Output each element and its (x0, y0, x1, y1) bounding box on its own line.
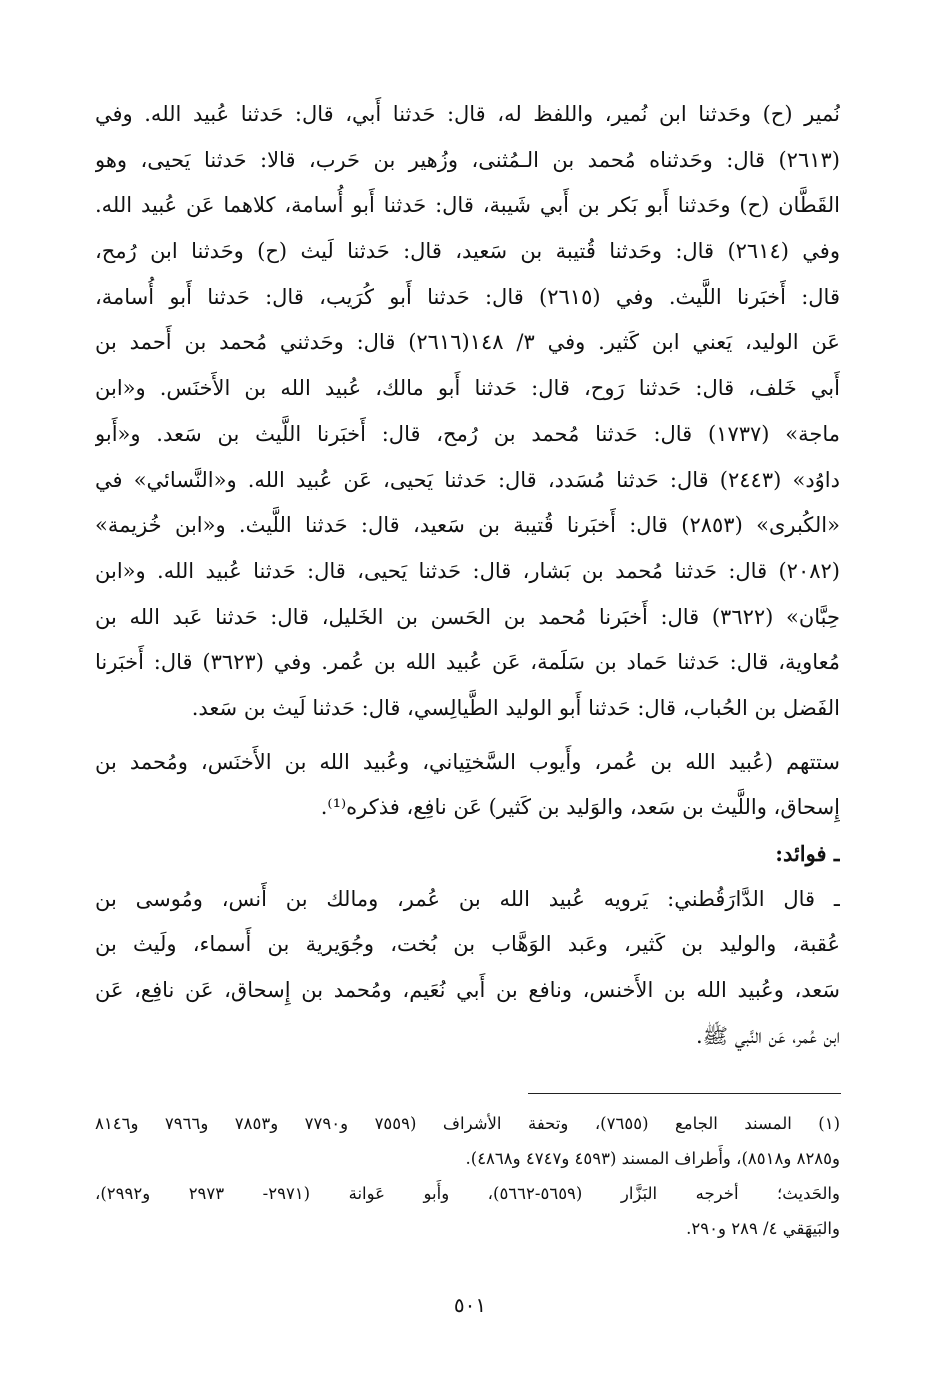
body-line: نُمير (ح) وحَدثنا ابن نُمير، واللفظ له، قال: حَدثنا أَبي، قال: حَدثنا عُبيد الله. وفي (95, 102, 840, 126)
footnote-line: والبَيهَقي ٤/ ٢٨٩ و٢٩٠. (686, 1219, 840, 1238)
footnote-separator (528, 1093, 841, 1094)
footnote-line: و٨٢٨٥ و٨٥١٨)، وأَطراف المسند (٤٥٩٣ و٤٧٤٧ و٤٨٦٨). (465, 1149, 840, 1168)
body-line: أَبي خَلف، قال: حَدثنا رَوح، قال: حَدثنا أَبو مالك، عُبيد الله بن الأَخنَس. و«ابن (95, 376, 840, 401)
body-line: «الكُبرى» (٢٨٥٣) قال: أَخبَرنا قُتيبة بن سَعيد، قال: حَدثنا اللَّيث. و«ابن خُزيمة» (95, 513, 840, 538)
main-text-block (95, 92, 840, 1059)
fawaid-line: عُقبة، والوليد بن كَثير، وعَبد الوَهَّاب بن بُخت، وجُوَيرية بن أَسماء، ولَيث بن (95, 932, 840, 957)
fawaid-heading: ـ فوائد: (775, 841, 840, 866)
sittatuhum-line: ستتهم (عُبيد الله بن عُمر، وأَيوب السَّختِياني، وعُبيد الله بن الأَخنَس، ومُحمد بن (95, 749, 840, 774)
fawaid-line: ـ قال الدَّارَقُطني: يَرويه عُبيد الله بن عُمر، ومالك بن أَنس، ومُوسى بن (95, 886, 840, 911)
body-line: (٢٠٨٢) قال: حَدثنا مُحمد بن بَشار، قال: حَدثنا يَحيى، قال: حَدثنا عُبيد الله. و«ابن (95, 558, 840, 583)
page-number: ٥٠١ (453, 1293, 487, 1317)
footnotes-block (95, 1106, 840, 1246)
body-line: (٢٦١٣) قال: وحَدثناه مُحمد بن الـمُثنى، وزُهير بن حَرب، قالا: حَدثنا يَحيى، وهو (95, 147, 840, 172)
body-line: مُعاوية، قال: حَدثنا حَماد بن سَلَمة، عَن عُبيد الله بن عُمر. وفي (٣٦٢٣) قال: أَخبَرنا (95, 650, 840, 675)
fawaid-line: ابن عُمر، عَن النَّبي ﷺ. (696, 1023, 840, 1048)
body-line: عَن الوليد، يَعني ابن كَثير. وفي ٣/ ١٤٨(٢٦١٦) قال: وحَدثني مُحمد بن أَحمد بن (95, 330, 840, 355)
sittatuhum-line: إِسحاق، واللَّيث بن سَعد، والوَليد بن كَثير) عَن نافِع، فذكره⁽¹⁾. (320, 795, 840, 820)
body-line: قال: أَخبَرنا اللَّيث. وفي (٢٦١٥) قال: حَدثنا أَبو كُرَيب، قال: حَدثنا أَبو أُسامة، (95, 284, 840, 309)
footnote-line: والحَديث؛ أخرجه البَزَّار (٥٦٥٩-٥٦٦٢)، وأَبو عَوانة (٢٩٧١- ٢٩٧٣ و٢٩٩٢)، (95, 1184, 840, 1203)
body-line: الفَضل بن الحُباب، قال: حَدثنا أَبو الوليد الطَّيالِسي، قال: حَدثنا لَيث بن سَعد. (191, 695, 840, 720)
body-line: ماجة» (١٧٣٧) قال: حَدثنا مُحمد بن رُمح، قال: أَخبَرنا اللَّيث بن سَعد. و«أَبو (95, 421, 840, 446)
fawaid-line: سَعد، وعُبيد الله بن الأَخنس، ونافع بن أَبي نُعَيم، ومُحمد بن إِسحاق، عَن نافِع، عَن (95, 978, 840, 1003)
body-line: القَطَّان (ح) وحَدثنا أَبو بَكر بن أَبي شَيبة، قال: حَدثنا أَبو أُسامة، كلاهما عَن عُبيد الله. (95, 193, 840, 218)
paragraph-gap (95, 732, 840, 740)
body-line: وفي (٢٦١٤) قال: وحَدثنا قُتيبة بن سَعيد، قال: حَدثنا لَيث (ح) وحَدثنا ابن رُمح، (95, 239, 840, 264)
body-line: داوُد» (٢٤٤٣) قال: حَدثنا مُسَدد، قال: حَدثنا يَحيى، عَن عُبيد الله. و«النَّسائي» في (95, 467, 840, 492)
footnote-line: (١) المسند الجامع (٧٦٥٥)، وتحفة الأشراف (٧٥٥٩ و٧٧٩٠ و٧٨٥٣ و٧٩٦٦ و٨١٤٦ (95, 1114, 840, 1133)
body-line: حِبَّان» (٣٦٢٢) قال: أَخبَرنا مُحمد بن الحَسن بن الخَليل، قال: حَدثنا عَبد الله بن (95, 604, 840, 629)
